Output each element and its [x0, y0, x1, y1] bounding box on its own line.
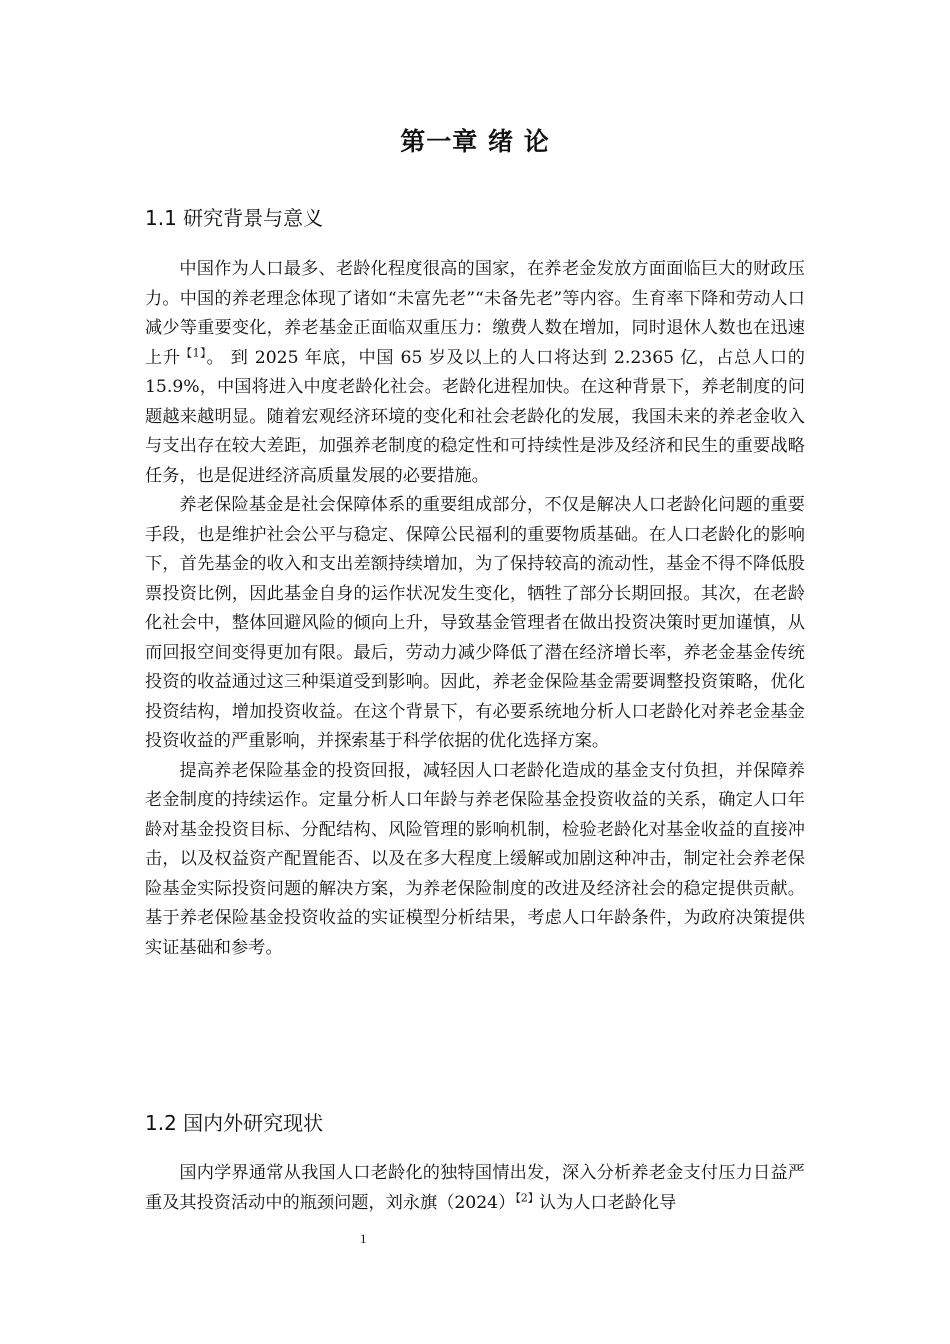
- paragraph: 提高养老保险基金的投资回报，减轻因人口老龄化造成的基金支付负担，并保障养老金制度的持续运作。定量分析人口年龄与养老保险基金投资收益的关系，确定人口年龄对基金投资目标、分配结构、风险管理的影响机制，检验老龄化对基金收益的直接冲击，以及权益资产配置能否、以及在多大程度上缓解或加剧这种冲击，制定社会养老保险基金实际投资问题的解决方案，为养老保险制度的改进及经济社会的稳定提供贡献。基于养老保险基金投资收益的实证模型分析结果，考虑人口年龄条件，为政府决策提供实证基础和参考。: [145, 760, 805, 958]
- citation-marker: 【2】: [515, 1190, 539, 1204]
- paragraph: [145, 255, 805, 491]
- section-heading-1-1: 1.1 研究背景与意义: [145, 206, 324, 230]
- chapter-title: 第一章 绪 论: [400, 127, 550, 156]
- paragraph: [145, 1159, 805, 1218]
- paragraph: 养老保险基金是社会保障体系的重要组成部分，不仅是解决人口老龄化问题的重要手段，也是维护社会公平与稳定、保障公民福利的重要物质基础。在人口老龄化的影响下，首先基金的收入和支出差额持续增加，为了保持较高的流动性，基金不得不降低股票投资比例，因此基金自身的运作状况发生变化，牺牲了部分长期回报。其次，在老龄化社会中，整体回避风险的倾向上升，导致基金管理者在做出投资决策时更加谨慎，从而回报空间变得更加有限。最后，劳动力减少降低了潜在经济增长率，养老金基金传统投资的收益通过这三种渠道受到影响。因此，养老金保险基金需要调整投资策略，优化投资结构，增加投资收益。在这个背景下，有必要系统地分析人口老龄化对养老金基金投资收益的严重影响，并探索基于科学依据的优化选择方案。: [145, 495, 805, 751]
- section-heading-1-2: 1.2 国内外研究现状: [145, 1111, 324, 1135]
- paragraph-text: 中国作为人口最多、老龄化程度很高的国家，在养老金发放方面面临巨大的财政压力。中国的养老理念体现了诸如“未富先老”“未备先老”等内容。生育率下降和劳动人口减少等重要变化，养老基金正面临双重压力：缴费人数在增加，同时退休人数也在迅速上升: [145, 259, 805, 368]
- section-1-1-body: [145, 255, 805, 963]
- citation-marker: 【1】: [180, 345, 207, 359]
- page-number: 1: [360, 1231, 367, 1246]
- paragraph-text: 认为人口老龄化导: [538, 1192, 677, 1213]
- paragraph-text: 国内学界通常从我国人口老龄化的独特国情出发，深入分析养老金支付压力日益严重及其投资活动中的瓶颈问题，刘永旗（2024）: [145, 1163, 805, 1213]
- paragraph-text: 。 到 2025 年底，中国 65 岁及以上的人口将达到 2.2365 亿，占总人口的 15.9%，中国将进入中度老龄化社会。老龄化进程加快。在这种背景下，养老制度的问题越来越明显。随着宏观经济环境的变化和社会老龄化的发展，我国未来的养老金收入与支出存在较大差距，加强养老制度的稳定性和可持续性是涉及经济和民生的重要战略任务，也是促进经济高质量发展的必要措施。: [145, 347, 805, 486]
- section-1-2-body: [145, 1159, 805, 1218]
